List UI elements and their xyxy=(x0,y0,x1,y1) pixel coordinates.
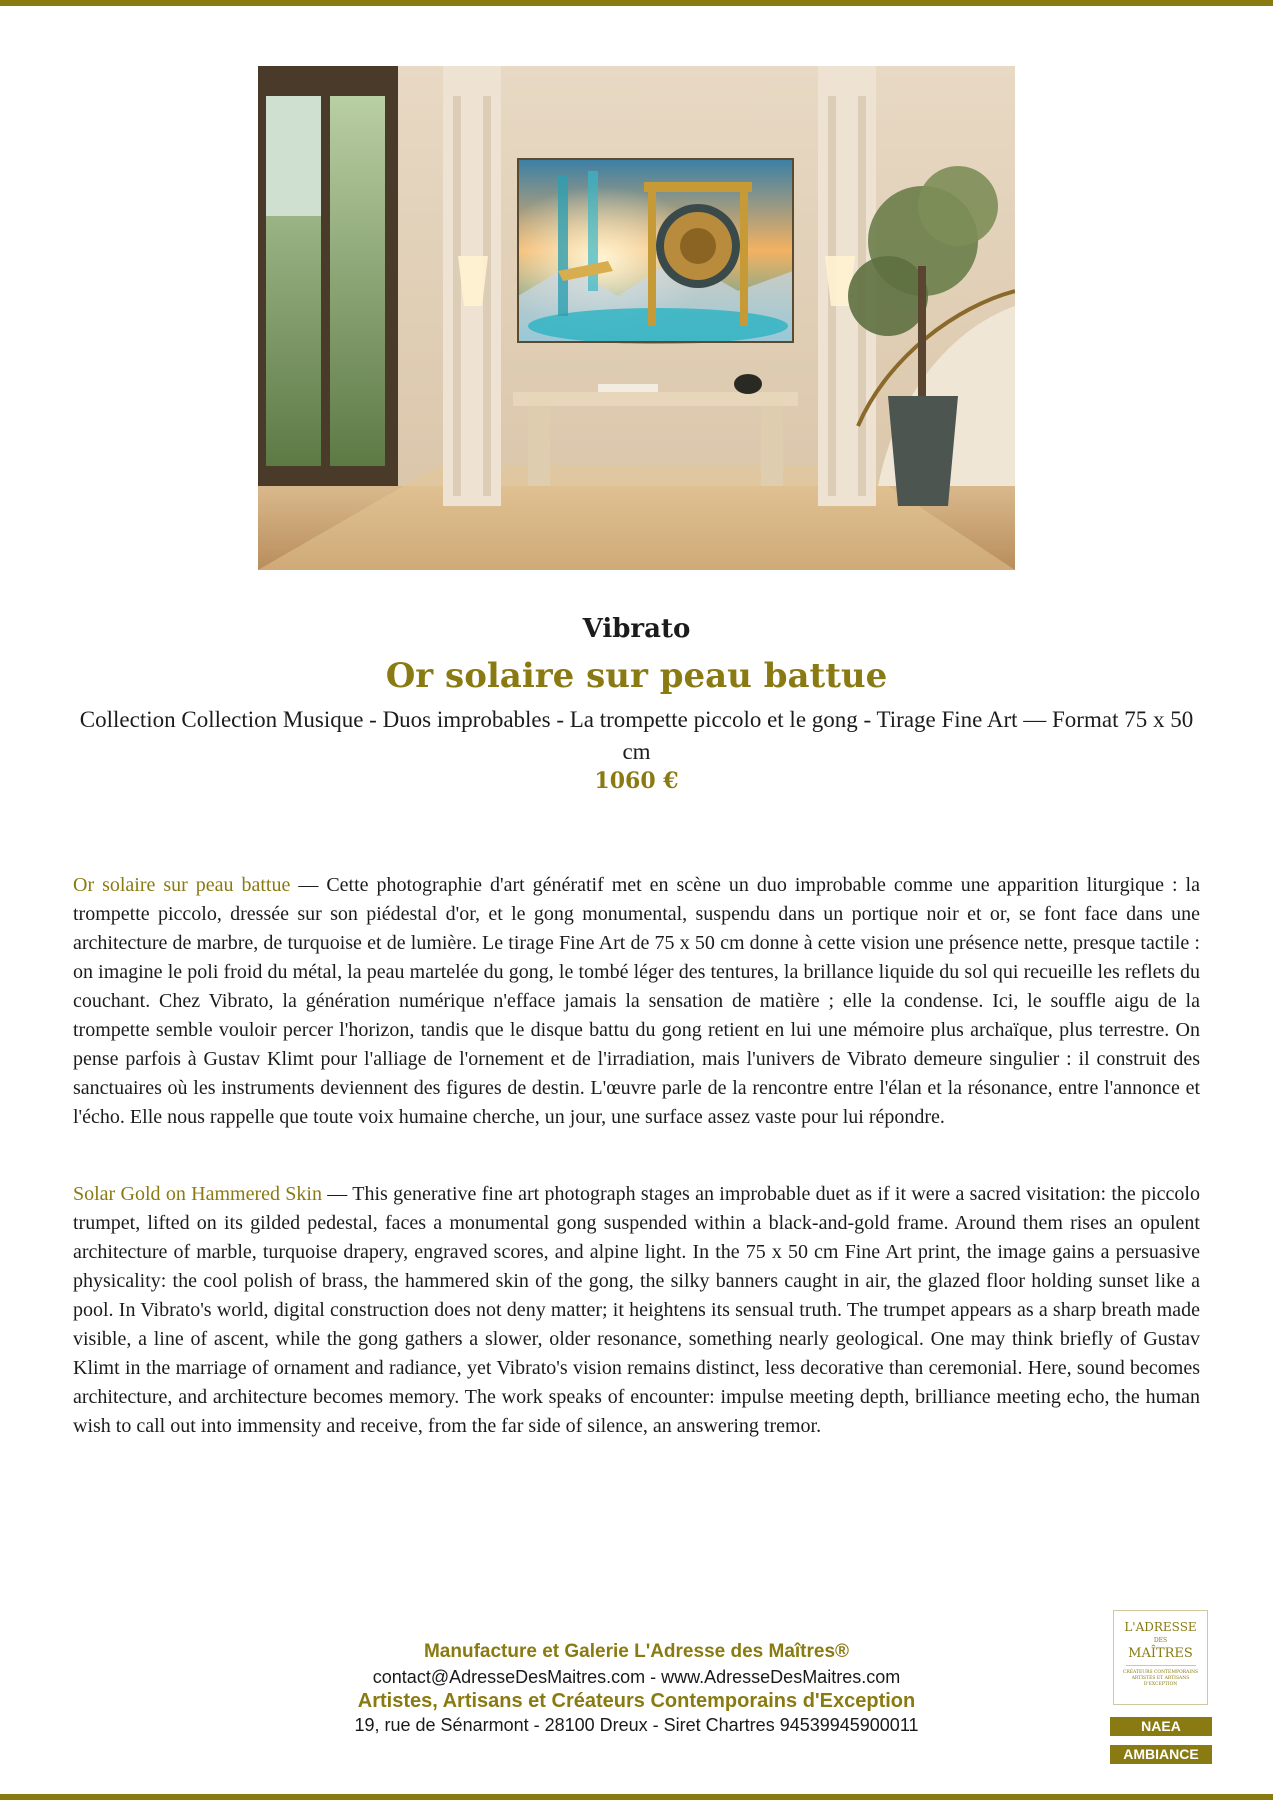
footer-company: Manufacture et Galerie L'Adresse des Maîtres® xyxy=(423,1641,850,1662)
artwork-title: Or solaire sur peau battue xyxy=(385,656,888,696)
top-border xyxy=(0,0,1273,6)
logo-line-2: DES xyxy=(1153,1637,1168,1644)
collection-line: Collection Collection Musique - Duos improbables - La trompette piccolo et le gong - Tirage Fine Art — Format 75 x 50 cm xyxy=(79,707,1194,764)
footer-address: 19, rue de Sénarmont - 28100 Dreux - Siret Chartres 94539945900011 xyxy=(354,1715,919,1735)
artwork-room-photo xyxy=(258,66,1015,570)
description-en-body: — This generative fine art photograph stages an improbable duet as if it were a sacred visitation: the piccolo trumpet, lifted on its gilded pedestal, faces a monumental gong suspended within a black-and-gold frame. Around them rises an opulent architecture of marble, turquoise drapery, engraved scores, and alpine light. In the 75 x 50 cm Fine Art print, the image gains a persuasive physicality: the cool polish of brass, the hammered skin of the gong, the silky banners caught in air, the glazed floor holding sunset like a pool. In Vibrato's world, digital construction does not deny matter; it heightens its sensual truth. The trumpet appears as a sharp breath made visible, a line of ascent, while the gong gathers a slower, older resonance, something nearly geological. One may think briefly of Gustav Klimt in the marriage of ornament and radiance, yet Vibrato's vision remains distinct, less decorative than ceremonial. Here, sound becomes architecture, and architecture becomes memory. The work speaks of encounter: impulse meeting depth, brilliance meeting echo, the human wish to call out into immensity and receive, from the far side of silence, an answering tremor. xyxy=(73,1183,1200,1437)
footer-contact: contact@AdresseDesMaitres.com - www.AdresseDesMaitres.com xyxy=(372,1667,901,1687)
description-fr-lead: Or solaire sur peau battue xyxy=(73,874,291,896)
description-en-lead: Solar Gold on Hammered Skin xyxy=(73,1183,322,1205)
description-en xyxy=(73,1180,1200,1441)
artist-name: Vibrato xyxy=(582,614,691,644)
price: 1060 € xyxy=(594,768,679,794)
bottom-border xyxy=(0,1794,1273,1800)
description-fr xyxy=(73,871,1200,1132)
logo-line-4: CRÉATEURS CONTEMPORAINS ARTISTES ET ARTISANS D'EXCEPTION xyxy=(1122,1670,1199,1687)
logo-line-3: MAÎTRES xyxy=(1128,1646,1193,1661)
logo-rule xyxy=(1126,1665,1196,1666)
ambiance-badge: AMBIANCE xyxy=(1110,1745,1212,1764)
logo-line-1: L'ADRESSE xyxy=(1124,1620,1197,1634)
description-fr-body: — Cette photographie d'art génératif met en scène un duo improbable comme une apparition liturgique : la trompette piccolo, dressée sur son piédestal d'or, et le gong monumental, suspendu dans un portique noir et or, se font face dans une architecture de marbre, de turquoise et de lumière. Le tirage Fine Art de 75 x 50 cm donne à cette vision une présence nette, presque tactile : on imagine le poli froid du métal, la peau martelée du gong, le tombé léger des tentures, la brillance liquide du sol qui recueille les reflets du couchant. Chez Vibrato, la génération numérique n'efface jamais la sensation de matière ; elle la condense. Ici, le souffle aigu de la trompette semble vouloir percer l'horizon, tandis que le disque battu du gong retient en lui une mémoire plus archaïque, plus terrestre. On pense parfois à Gustav Klimt pour l'alliage de l'ornement et de l'irradiation, mais l'univers de Vibrato demeure singulier : il construit des sanctuaires où les instruments deviennent des figures de destin. L'œuvre parle de la rencontre entre l'élan et la résonance, entre l'annonce et l'écho. Elle nous rappelle que toute voix humaine cherche, un jour, une surface assez vaste pour lui répondre. xyxy=(73,874,1200,1128)
gallery-logo xyxy=(1113,1610,1208,1705)
footer-tagline: Artistes, Artisans et Créateurs Contemporains d'Exception xyxy=(357,1690,916,1712)
naea-badge: NAEA xyxy=(1110,1717,1212,1736)
